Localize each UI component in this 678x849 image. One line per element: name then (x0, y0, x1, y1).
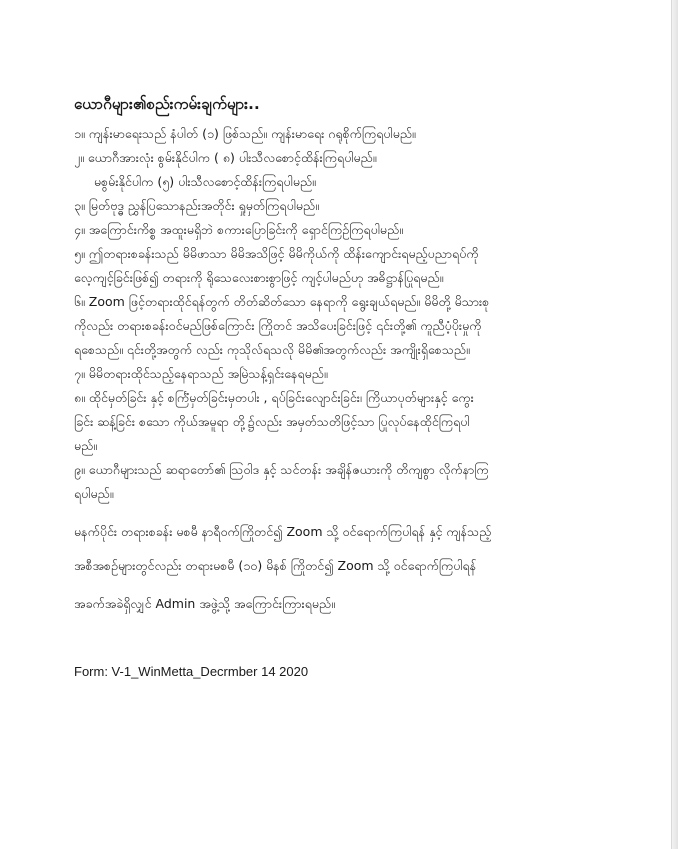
rule-5-continuation: လေ့ကျင့်ခြင်းဖြစ်၍ တရားကို ရိုသေလေးစားစွာဖြင့် ကျင့်ပါမည်ဟု အဓိဋ္ဌာန်ပြုရမည်။ (74, 270, 444, 285)
document-title: ယောဂီများ၏စည်းကမ်းချက်များ.. (74, 95, 260, 113)
rule-6-continuation-1: ကိုလည်း တရားစခန်းဝင်မည်ဖြစ်ကြောင်း ကြိုတင် အသိပေးခြင်းဖြင့် ၎င်းတို့၏ ကူညီပံ့ပိုးမှုကို (74, 318, 482, 333)
rule-8: ၈။ ထိုင်မှတ်ခြင်း နှင့် စင်္ကြံမှတ်ခြင်းမှတပါး , ရပ်ခြင်းလျောင်းခြင်း၊ ကြိယာပုတ်များနှင့် ကွေး (74, 390, 474, 405)
rule-8-continuation-2: မည်။ (74, 438, 98, 453)
rule-3: ၃။ မြတ်ဗုဒ္ဓ ညွှန်ပြသောနည်းအတိုင်း ရှုမှတ်ကြရပါမည်။ (74, 198, 319, 213)
page-edge (671, 0, 678, 849)
rule-9: ၉။ ယောဂီများသည် ဆရာတော်၏ ဩဝါဒ နှင့် သင်တန်း အချိန်ဇယားကို တိကျစွာ လိုက်နာကြ (74, 462, 489, 477)
rule-8-continuation-1: ခြင်း ဆန့်ခြင်း စသော ကိုယ်အမူရာ တို့၌လည်း အမှတ်သတိဖြင့်သာ ပြုလုပ်နေထိုင်ကြရပါ (74, 414, 470, 429)
form-code: Form: V-1_WinMetta_Decrmber 14 2020 (74, 664, 309, 679)
notice-line-2: အစီအစဉ်များတွင်လည်း တရားမစမီ (၁၀) မိနစ် ကြိုတင်၍ Zoom သို့ ဝင်ရောက်ကြပါရန် (74, 558, 477, 573)
rule-2: ၂။ ယောဂီအားလုံး စွမ်းနိုင်ပါက ( ၈) ပါးသီလစောင့်ထိန်းကြရပါမည်။ (74, 150, 377, 165)
rule-9-continuation: ရပါမည်။ (74, 486, 114, 501)
notice-line-1: မနက်ပိုင်း တရားစခန်း မစမီ နာရီဝက်ကြိုတင်၍ Zoom သို့ ဝင်ရောက်ကြပါရန် နှင့် ကျန်သည့် (74, 524, 492, 539)
rule-6: ၆။ Zoom ဖြင့်တရားထိုင်ရန်တွက် တိတ်ဆိတ်သော နေရာကို ရွေးချယ်ရမည်။ မိမိတို့ မိသားစု (74, 294, 490, 309)
document-body (70, 92, 626, 682)
contact-line: အခက်အခဲရှိလျှင် Admin အဖွဲ့သို့ အကြောင်းကြားရမည်။ (74, 596, 335, 611)
rule-2-continuation: မစွမ်းနိုင်ပါက (၅) ပါးသီလစောင့်ထိန်းကြရပါမည်။ (94, 174, 316, 189)
rule-4: ၄။ အကြောင်းကိစ္စ အထူးမရှိဘဲ စကားပြောခြင်းကို ရှောင်ကြဉ်ကြရပါမည်။ (74, 222, 403, 237)
rule-5: ၅။ ဤတရားစခန်းသည် မိမိဖာသာ မိမိအသိဖြင့် မိမိကိုယ်ကို ထိန်းကျောင်းရမည့်ပညာရပ်ကို (74, 246, 479, 261)
rule-7: ၇။ မိမိတရားထိုင်သည့်နေရာသည် အမြဲသန့်ရှင်းနေရမည်။ (74, 366, 328, 381)
rule-6-continuation-2: ရစေသည်။ ၎င်းတို့အတွက် လည်း ကုသိုလ်ရသလို မိမိ၏အတွက်လည်း အကျိုးရှိစေသည်။ (74, 342, 470, 357)
rule-1: ၁။ ကျန်းမာရေးသည် နံပါတ် (၁) ဖြစ်သည်။ ကျန်းမာရေး ဂရုစိုက်ကြရပါမည်။ (74, 126, 416, 141)
